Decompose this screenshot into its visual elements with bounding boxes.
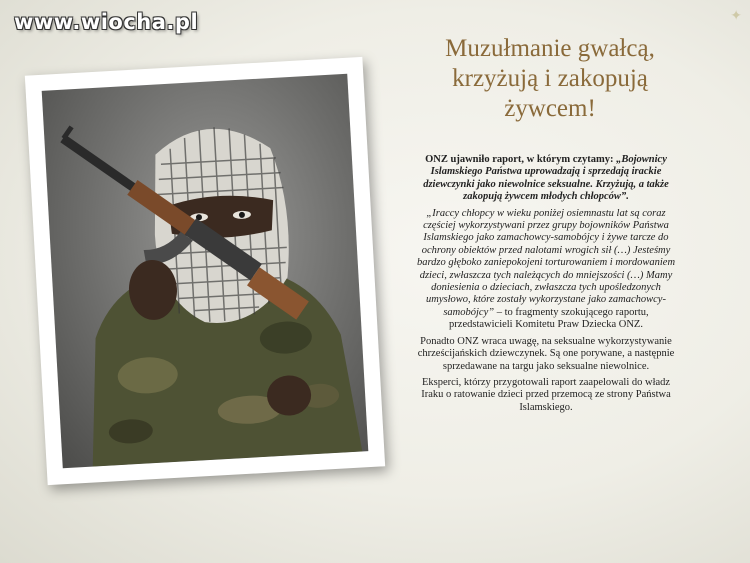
title-line: żywcem! [504, 95, 596, 122]
article-body [412, 154, 680, 418]
photo-frame [25, 57, 385, 485]
report-quote: „Iraccy chłopcy w wieku poniżej osiemnastu lat są coraz częściej wykorzystywani przez grupy bojowników Państwa Islamskiego jako zamachowcy-samobójcy i żywe tarcze do ochrony obiektów przed nalotami wrogich sił (…) Jesteśmy bardzo głęboko zaniepokojeni torturowaniem i mordowaniem dzieci, zwłaszcza tych należących do mniejszości (…) Mamy doniesienia o dzieciach, zwłaszcza tych upośledzonych umysłowo, które zostały wykorzystane jako zamachowcy-samobójcy” [416, 207, 676, 318]
paragraph-intro [412, 154, 680, 204]
photo-armed-fighter [42, 74, 369, 468]
report-attribution: – to fragmenty szokującego raportu, przedstawicieli Komitetu Praw Dziecka ONZ. [449, 306, 649, 331]
intro-text: ONZ ujawniło raport, w którym czytamy: [425, 154, 617, 165]
paragraph-experts-appeal: Eksperci, którzy przygotowali raport zaapelowali do władz Iraku o ratowanie dzieci przed przemocą ze strony Państwa Islamskiego. [421, 376, 671, 413]
title-line: Muzułmanie gwałcą, [445, 35, 655, 62]
watermark-logo: www.wiocha.pl [14, 10, 199, 34]
title-line: krzyżują i zakopują [452, 65, 648, 92]
intro-quote: „Bojownicy Islamskiego Państwa uprowadzają i sprzedają irackie dziewczynki jako niewolnice seksualne. Krzyżują, a także zakopują żywcem młodych chłopców”. [423, 154, 669, 203]
paragraph-christian-girls: Ponadto ONZ wraca uwagę, na seksualne wykorzystywanie chrześcijańskich dziewczynek. Są one porywane, a następnie sprzedawane na targu jako seksualne niewolnice. [417, 335, 675, 372]
page-title [400, 34, 700, 124]
paragraph-report-quote [412, 208, 680, 332]
star-ornament-icon: ✦ [730, 9, 742, 24]
